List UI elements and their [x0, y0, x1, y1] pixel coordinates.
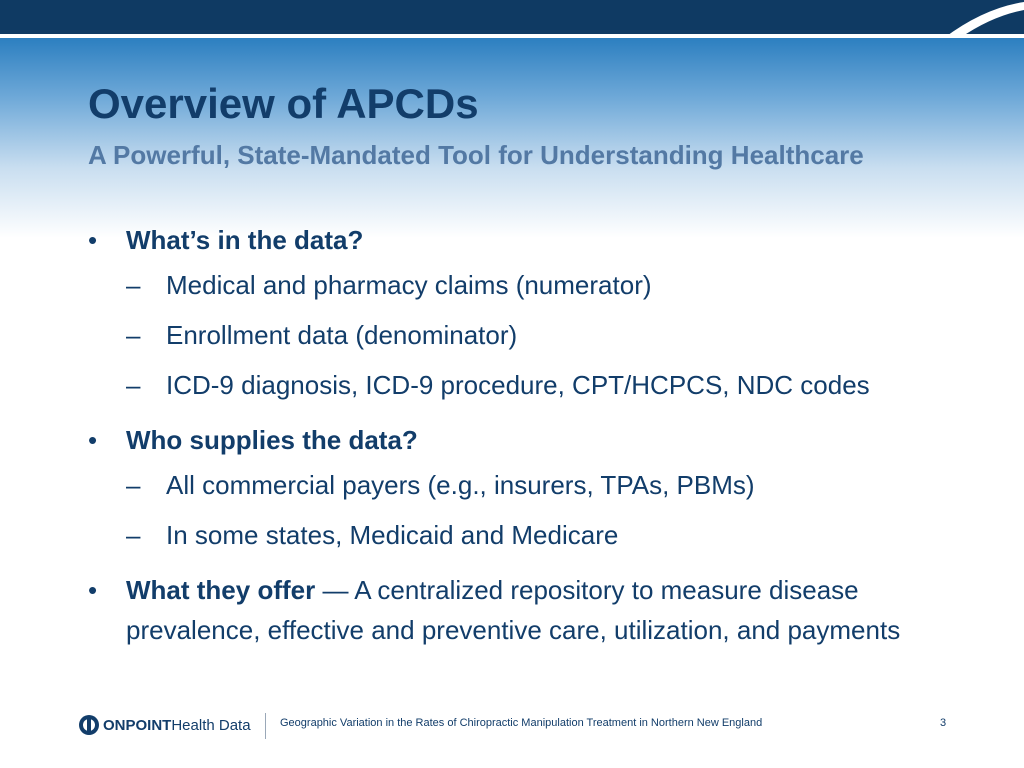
bullet-group-suppliers [88, 420, 988, 560]
bullet-heading: Who supplies the data? [126, 425, 418, 455]
top-banner [0, 0, 1024, 34]
slide-subtitle: A Powerful, State-Mandated Tool for Understanding Healthcare [88, 140, 864, 170]
bullet-item [88, 570, 988, 650]
bullet-group-offer [88, 570, 988, 650]
bullet-mark: • [88, 425, 98, 455]
slide-footer [0, 705, 1024, 745]
sub-list [88, 260, 988, 410]
sub-item [126, 460, 988, 510]
bullet-group-data [88, 220, 988, 410]
sub-item-text: ICD-9 diagnosis, ICD-9 procedure, CPT/HCPCS, NDC codes [166, 370, 870, 400]
sub-item-text: All commercial payers (e.g., insurers, TPAs, PBMs) [166, 470, 755, 500]
footer-divider [265, 713, 266, 739]
sub-item [126, 360, 988, 410]
bullet-item [88, 420, 988, 460]
footer-caption: Geographic Variation in the Rates of Chiropractic Manipulation Treatment in Northern New England [280, 717, 763, 729]
sub-item [126, 260, 988, 310]
sub-item-text: Medical and pharmacy claims (numerator) [166, 270, 652, 300]
sub-list [88, 460, 988, 560]
onpoint-logo-icon [78, 714, 100, 736]
bullet-mark: • [88, 575, 98, 605]
bullet-item [88, 220, 988, 260]
sub-mark: – [126, 370, 141, 400]
page-number: 3 [940, 717, 947, 729]
bullet-heading: What they offer [126, 575, 316, 605]
logo-text-regular: Health Data [171, 716, 251, 734]
bullet-body: — A centralized repository to measure disease prevalence, effective and preventive care, utilization, and payments [126, 575, 901, 645]
slide-title: Overview of APCDs [88, 80, 479, 127]
swoosh-decoration-icon [914, 0, 1024, 40]
sub-mark: – [126, 520, 141, 550]
sub-item [126, 310, 988, 360]
bullet-mark: • [88, 225, 98, 255]
slide-body [88, 220, 988, 660]
sub-item [126, 510, 988, 560]
sub-mark: – [126, 320, 141, 350]
onpoint-logo [78, 713, 251, 737]
sub-item-text: Enrollment data (denominator) [166, 320, 518, 350]
logo-text-bold: ONPOINT [103, 716, 172, 734]
sub-item-text: In some states, Medicaid and Medicare [166, 520, 619, 550]
sub-mark: – [126, 270, 141, 300]
bullet-heading: What’s in the data? [126, 225, 364, 255]
header-gradient [0, 38, 1024, 238]
sub-mark: – [126, 470, 141, 500]
